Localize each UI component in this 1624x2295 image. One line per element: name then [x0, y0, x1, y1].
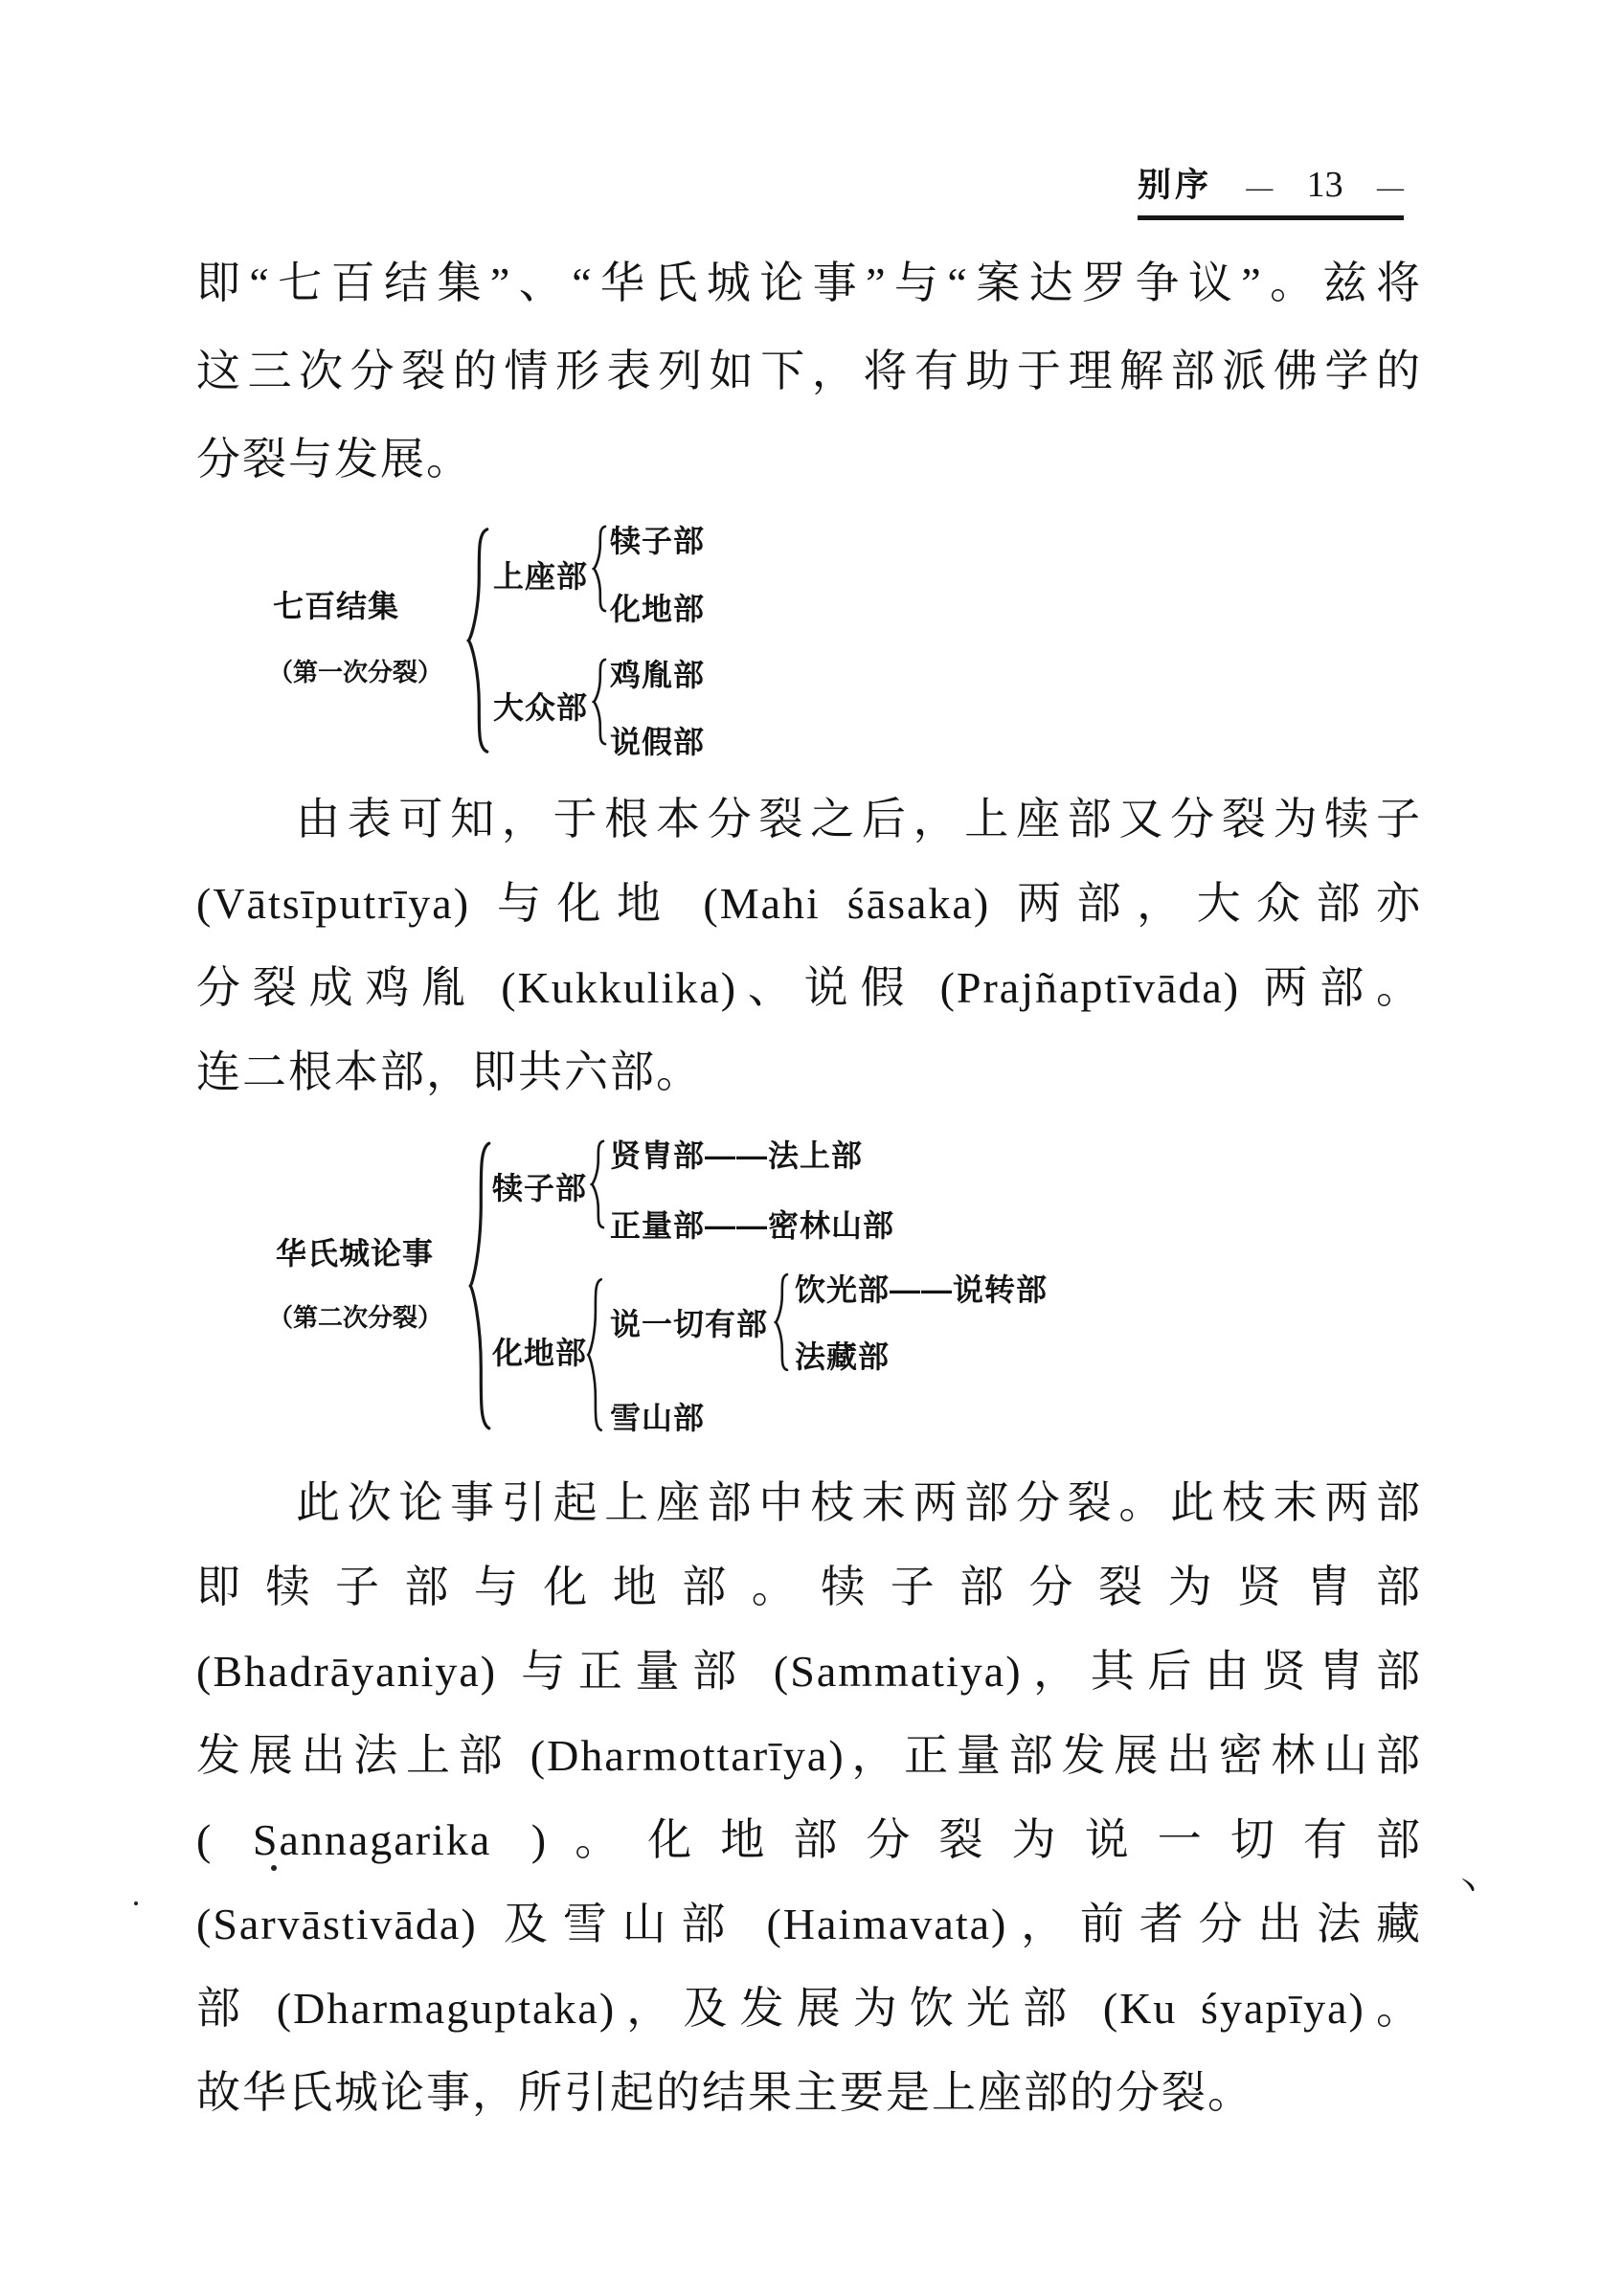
text-line: 即犊子部与化地部。犊子部分裂为贤胄部 — [196, 1563, 1422, 1611]
text-line: (Bhadrāyaniya) 与正量部 (Sammatiya)，其后由贤胄部 — [196, 1647, 1422, 1696]
text-line: (Sarvāstivāda) 及雪山部 (Haimavata)，前者分出法藏 — [196, 1900, 1422, 1948]
diagram-title: 华氏城论事 — [276, 1236, 435, 1271]
leaf-label: 雪山部 — [610, 1401, 706, 1435]
leaf-label: 正量部——密林山部 — [610, 1208, 895, 1243]
text-line: 此次论事引起上座部中枝末两部分裂。此枝末两部 — [296, 1478, 1422, 1527]
brace-root — [467, 1137, 492, 1434]
branch-label: 上座部 — [493, 559, 589, 594]
text-line: 分裂与发展。 — [196, 435, 472, 484]
brace-root — [465, 525, 490, 756]
branch-label: 化地部 — [492, 1336, 588, 1370]
leaf-label: 鸡胤部 — [610, 658, 706, 692]
text-line: 连二根本部，即共六部。 — [196, 1047, 702, 1096]
brace-branch — [586, 1276, 603, 1433]
brace-branch — [592, 525, 607, 613]
diagram-subtitle: （第一次分裂） — [268, 658, 443, 686]
text-line: 部 (Dharmaguptaka)，及发展为饮光部 (Ku śyapīya)。 — [196, 1984, 1422, 2033]
page-number: 13 — [1306, 165, 1343, 205]
branch-label: 犊子部 — [492, 1171, 588, 1205]
section-title: 别序 — [1138, 167, 1213, 204]
text-line: 故华氏城论事，所引起的结果主要是上座部的分裂。 — [196, 2068, 1253, 2117]
paragraph-intro — [196, 239, 1422, 504]
brace-sub-branch — [774, 1272, 789, 1372]
sub-branch-label: 说一切有部 — [610, 1307, 769, 1341]
text-line: (Vātsīputrīya) 与化地 (Mahi śāsaka) 两部，大众部亦 — [196, 879, 1422, 928]
text-line: ( Sannagarika )。化地部分裂为说一切有部 — [196, 1815, 1422, 1864]
diagram-title: 七百结集 — [273, 589, 400, 623]
leaf-label: 饮光部——说转部 — [795, 1272, 1049, 1307]
brace-branch — [592, 658, 607, 746]
leaf-label: 说假部 — [610, 725, 706, 759]
text-line: 即“七百结集”、“华氏城论事”与“案达罗争议”。兹将 — [196, 259, 1422, 307]
diagram-subtitle: （第二次分裂） — [268, 1303, 443, 1332]
text-line: 这三次分裂的情形表列如下，将有助于理解部派佛学的 — [196, 347, 1422, 395]
leaf-label: 贤胄部——法上部 — [610, 1138, 864, 1173]
branch-label: 大众部 — [493, 690, 589, 725]
header-dash-left: — — [1246, 173, 1274, 203]
text-line: 分裂成鸡胤 (Kukkulika)、说假 (Prajñaptīvāda) 两部。 — [196, 963, 1422, 1012]
paragraph-second-schism — [196, 1461, 1422, 2135]
brace-branch — [590, 1139, 605, 1229]
paragraph-first-schism — [196, 777, 1422, 1114]
ink-speck — [271, 1865, 277, 1871]
leaf-label: 化地部 — [610, 592, 706, 626]
leaf-label: 犊子部 — [610, 524, 706, 558]
ink-stray-stroke: 丶 — [1452, 1871, 1484, 1906]
text-line: 由表可知，于根本分裂之后，上座部又分裂为犊子 — [296, 795, 1422, 844]
text-line: 发展出法上部 (Dharmottarīya)，正量部发展出密林山部 — [196, 1731, 1422, 1780]
header-dash-right: — — [1377, 173, 1404, 203]
ink-speck — [134, 1901, 138, 1905]
page-header — [1138, 159, 1404, 220]
leaf-label: 法藏部 — [795, 1339, 891, 1374]
